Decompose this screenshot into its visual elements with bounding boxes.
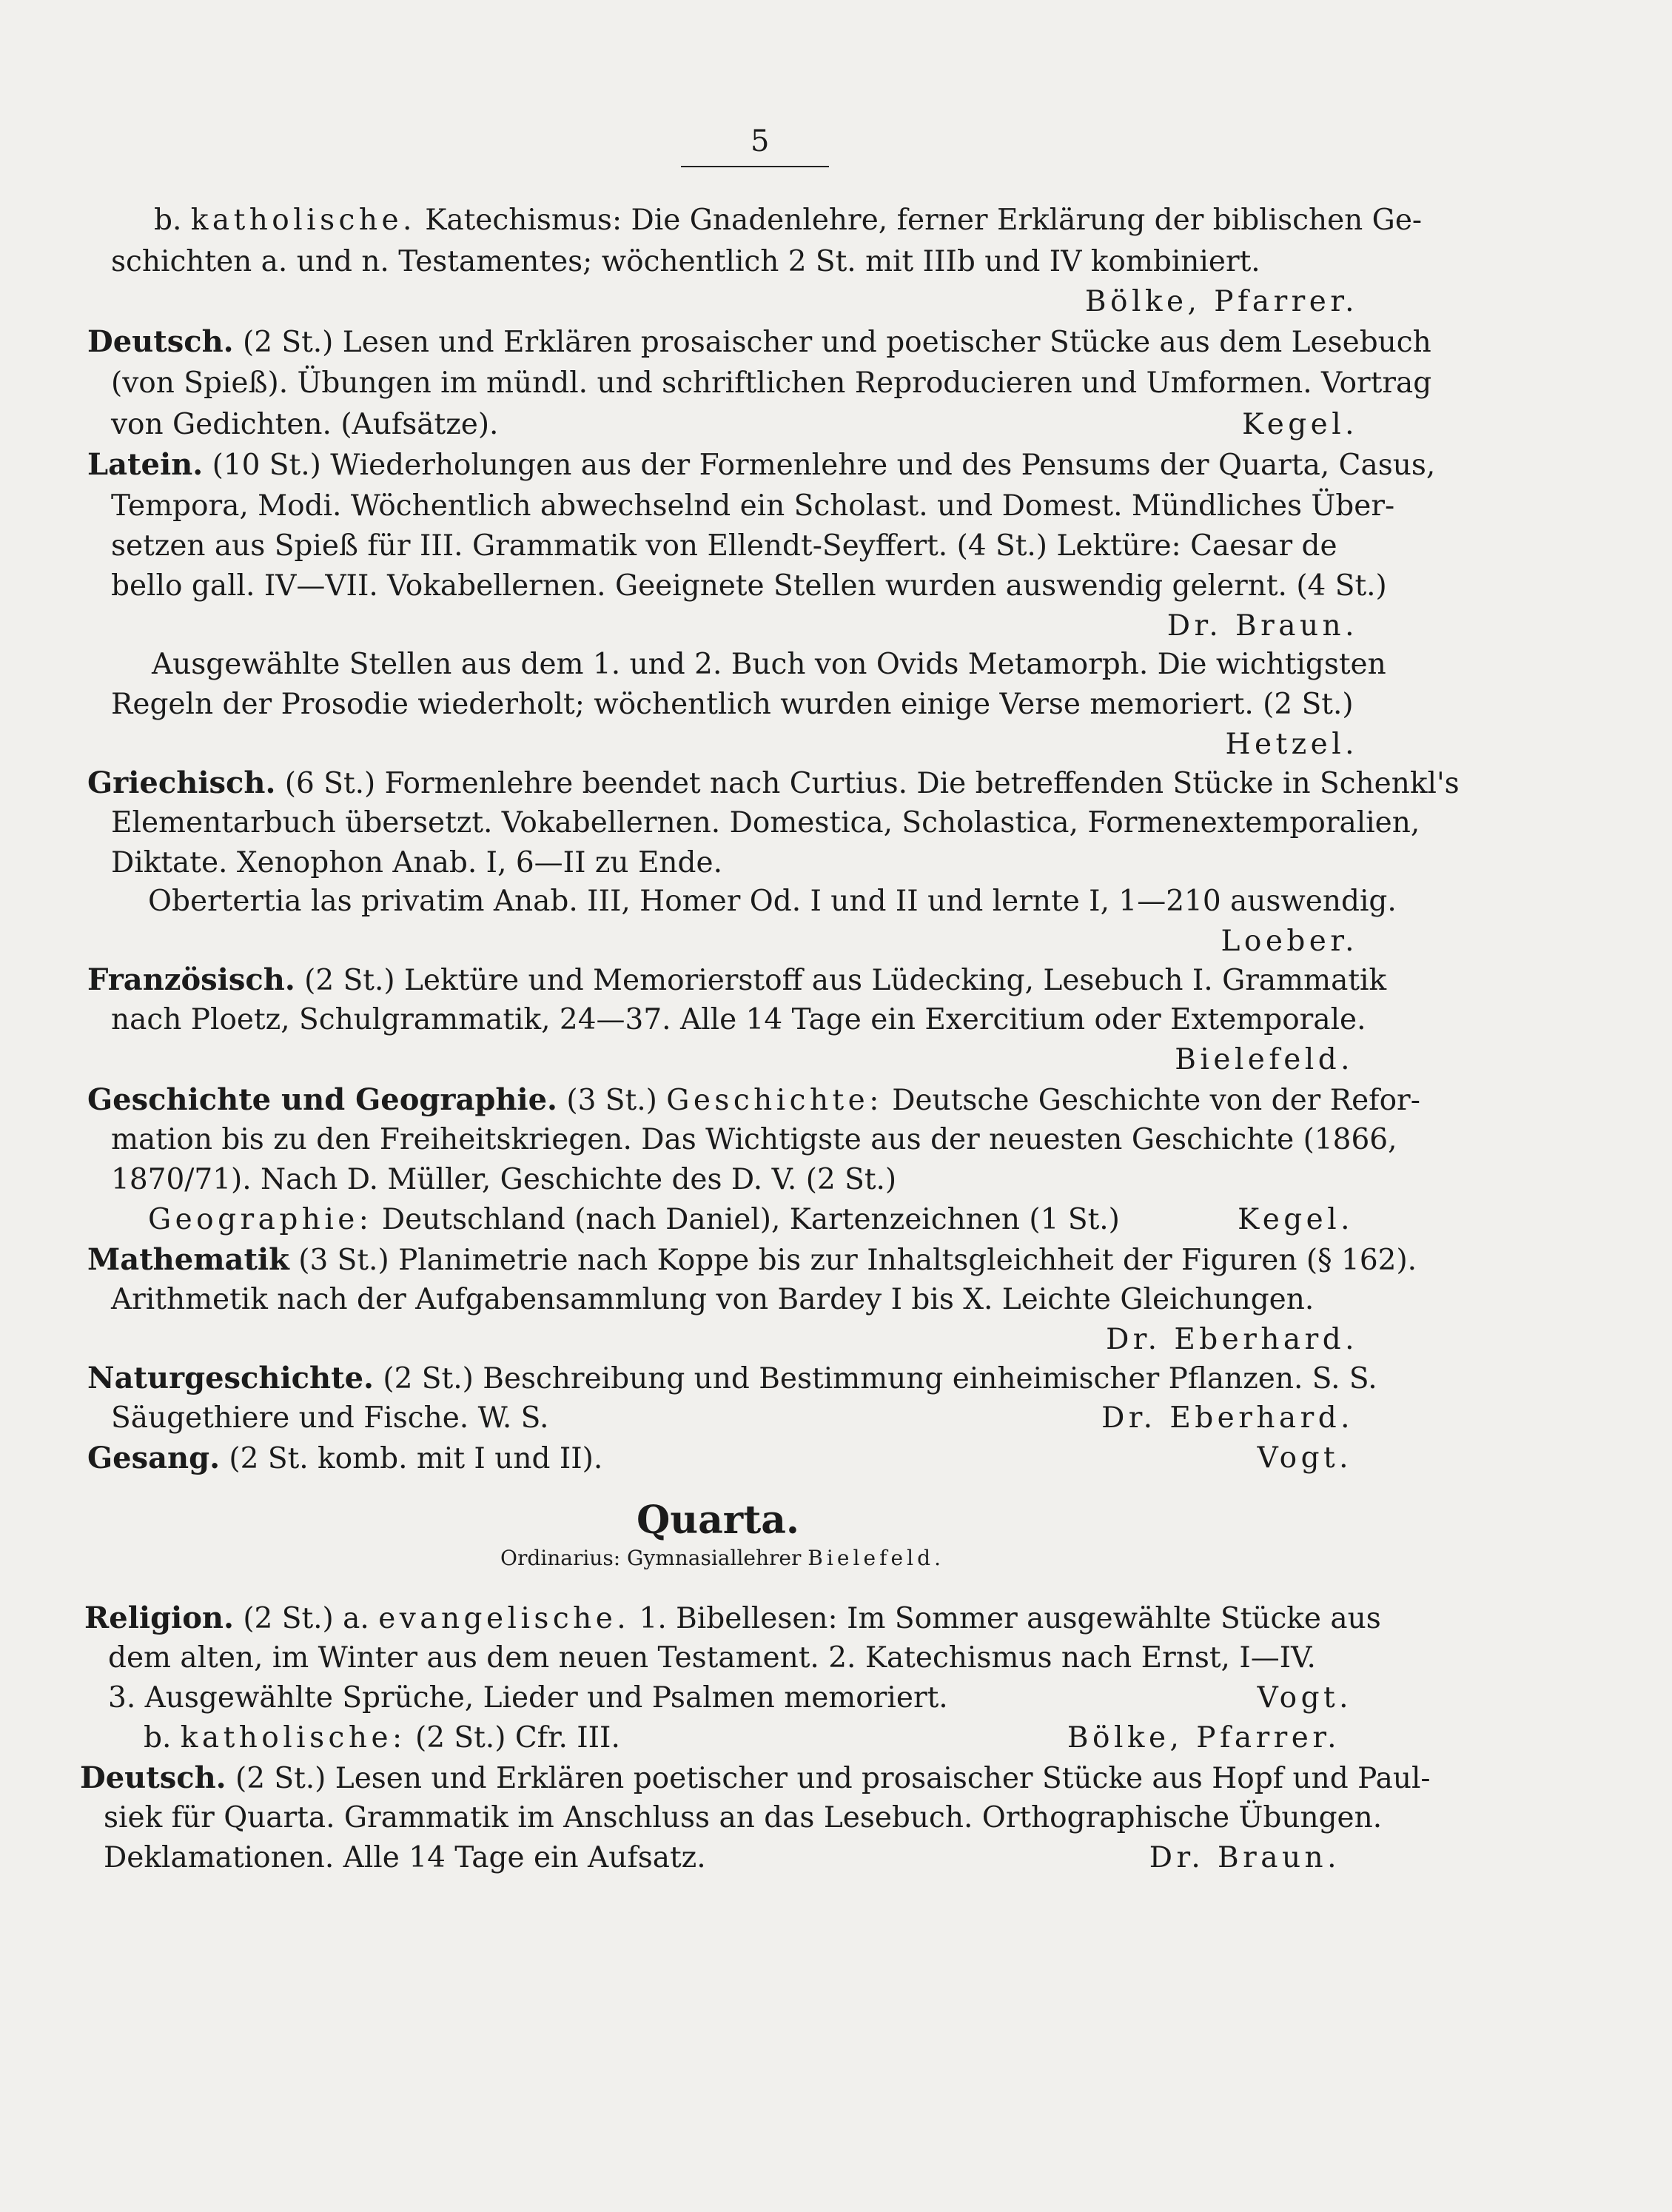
text-line: schichten a. und n. Testamentes; wöchentlich 2 St. mit IIIb und IV kombiniert. — [111, 245, 1260, 278]
text-line — [84, 1596, 1381, 1640]
text-segment: (10 St.) Wiederholungen aus der Formenlehre und des Pensums der Quarta, Casus, — [203, 449, 1436, 482]
teacher-name: Dr. Eberhard. — [1106, 1323, 1358, 1356]
text-line — [87, 320, 1431, 364]
text-segment: (2 St.) Lesen und Erklären poetischer und prosaischer Stücke aus Hopf und Paul- — [226, 1762, 1431, 1795]
text-segment-spaced: katholische. — [190, 204, 416, 237]
subject-heading: Mathematik — [87, 1242, 289, 1277]
text-segment-spaced: Geographie: — [148, 1203, 373, 1236]
subject-heading: Geschichte und Geographie. — [87, 1082, 557, 1117]
section-title: Quarta. — [637, 1498, 800, 1543]
text-segment: (2 St.) a. — [233, 1602, 379, 1635]
subject-heading: Griechisch. — [87, 765, 276, 800]
teacher-name: Dr. Eberhard. — [1101, 1401, 1354, 1435]
text-line: (von Spieß). Übungen im mündl. und schriftlichen Reproducieren und Umformen. Vortrag — [111, 366, 1432, 400]
text-line — [148, 1198, 1120, 1242]
text-line: 3. Ausgewählte Sprüche, Lieder und Psalmen memoriert. — [108, 1681, 948, 1715]
text-line — [87, 1078, 1420, 1122]
text-line — [87, 958, 1386, 1002]
text-line: 1870/71). Nach D. Müller, Geschichte des D. V. (2 St.) — [111, 1163, 897, 1196]
teacher-name: Vogt. — [1257, 1441, 1352, 1475]
text-line — [87, 1238, 1417, 1282]
text-line — [144, 1716, 620, 1760]
text-line: nach Ploetz, Schulgrammatik, 24—37. Alle 14 Tage ein Exercitium oder Extemporale. — [111, 1003, 1366, 1036]
text-line: Arithmetik nach der Aufgabensammlung von Bardey I bis X. Leichte Gleichungen. — [111, 1283, 1315, 1316]
text-segment: (3 St.) — [557, 1084, 667, 1117]
text-line — [87, 761, 1460, 805]
teacher-name: Hetzel. — [1225, 728, 1358, 761]
text-line — [154, 198, 1422, 243]
text-segment-spaced: Bielefeld. — [808, 1546, 945, 1570]
teacher-name: Kegel. — [1238, 1203, 1354, 1236]
text-segment: (2 St.) Beschreibung und Bestimmung einheimischer Pflanzen. S. S. — [373, 1362, 1377, 1395]
subject-heading: Gesang. — [87, 1441, 221, 1475]
text-line: Diktate. Xenophon Anab. I, 6—II zu Ende. — [111, 846, 722, 879]
text-line: siek für Quarta. Grammatik im Anschluss an das Lesebuch. Orthographische Übungen. — [104, 1801, 1383, 1834]
text-line — [80, 1756, 1431, 1800]
text-segment: (2 St. komb. mit I und II). — [220, 1442, 603, 1475]
text-line: mation bis zu den Freiheitskriegen. Das Wichtigste aus der neuesten Geschichte (1866, — [111, 1123, 1397, 1156]
text-segment: b. — [144, 1721, 181, 1754]
text-line: bello gall. IV—VII. Vokabellernen. Geeignete Stellen wurden auswendig gelernt. (4 St.) — [111, 569, 1387, 603]
teacher-name: Kegel. — [1242, 408, 1358, 441]
teacher-name: Bielefeld. — [1175, 1043, 1354, 1076]
text-line — [87, 1356, 1377, 1401]
text-segment-spaced: katholische: — [180, 1721, 406, 1754]
text-segment: (2 St.) Cfr. III. — [406, 1721, 620, 1754]
text-line: von Gedichten. (Aufsätze). — [111, 408, 499, 441]
text-segment: (2 St.) Lesen und Erklären prosaischer und poetischer Stücke aus dem Lesebuch — [233, 326, 1431, 359]
teacher-name: Bölke, Pfarrer. — [1084, 285, 1358, 318]
page-number: 5 — [751, 124, 770, 158]
teacher-name: Dr. Braun. — [1166, 609, 1358, 643]
text-line — [87, 443, 1435, 487]
text-line: Deklamationen. Alle 14 Tage ein Aufsatz. — [104, 1841, 706, 1874]
text-segment: Ordinarius: Gymnasiallehrer — [500, 1546, 808, 1570]
text-line: dem alten, im Winter aus dem neuen Testament. 2. Katechismus nach Ernst, I—IV. — [108, 1641, 1316, 1675]
subject-heading: Französisch. — [87, 962, 295, 997]
text-line: setzen aus Spieß für III. Grammatik von Ellendt-Seyffert. (4 St.) Lektüre: Caesar de — [111, 529, 1337, 563]
text-segment: Deutschland (nach Daniel), Kartenzeichnen (1 St.) — [372, 1203, 1120, 1236]
page-number-rule — [681, 166, 829, 167]
subject-heading: Deutsch. — [80, 1760, 226, 1795]
text-segment: b. — [154, 204, 191, 237]
text-segment: (3 St.) Planimetrie nach Koppe bis zur Inhaltsgleichheit der Figuren (§ 162). — [289, 1244, 1417, 1277]
text-line: Tempora, Modi. Wöchentlich abwechselnd ein Scholast. und Domest. Mündliches Über- — [111, 489, 1395, 523]
text-line: Ausgewählte Stellen aus dem 1. und 2. Buch von Ovids Metamorph. Die wichtigsten — [152, 648, 1386, 681]
text-line: Regeln der Prosodie wiederholt; wöchentlich wurden einige Verse memoriert. (2 St.) — [111, 688, 1354, 721]
text-segment: Deutsche Geschichte von der Refor- — [882, 1084, 1420, 1117]
text-line — [87, 1436, 602, 1481]
ordinarius-line — [500, 1540, 944, 1577]
text-segment-spaced: evangelische. — [378, 1602, 631, 1635]
teacher-name: Bölke, Pfarrer. — [1067, 1721, 1340, 1754]
text-line: Elementarbuch übersetzt. Vokabellernen. Domestica, Scholastica, Formenextemporalien, — [111, 806, 1420, 839]
subject-heading: Latein. — [87, 447, 204, 482]
teacher-name: Loeber. — [1221, 925, 1358, 958]
text-segment: 1. Bibellesen: Im Sommer ausgewählte Stücke aus — [630, 1602, 1381, 1635]
text-segment: (2 St.) Lektüre und Memorierstoff aus Lüdecking, Lesebuch I. Grammatik — [295, 964, 1387, 997]
text-segment-spaced: Geschichte: — [666, 1084, 883, 1117]
teacher-name: Vogt. — [1257, 1681, 1352, 1715]
text-line: Säugethiere und Fische. W. S. — [111, 1401, 549, 1435]
subject-heading: Religion. — [84, 1601, 234, 1635]
text-line: Obertertia las privatim Anab. III, Homer Od. I und II und lernte I, 1—210 auswendig. — [148, 885, 1397, 918]
text-segment: (6 St.) Formenlehre beendet nach Curtius. Die betreffenden Stücke in Schenkl's — [275, 767, 1460, 800]
text-segment: Katechismus: Die Gnadenlehre, ferner Erklärung der biblischen Ge- — [415, 204, 1423, 237]
subject-heading: Naturgeschichte. — [87, 1361, 374, 1395]
teacher-name: Dr. Braun. — [1149, 1841, 1340, 1874]
subject-heading: Deutsch. — [87, 324, 234, 359]
